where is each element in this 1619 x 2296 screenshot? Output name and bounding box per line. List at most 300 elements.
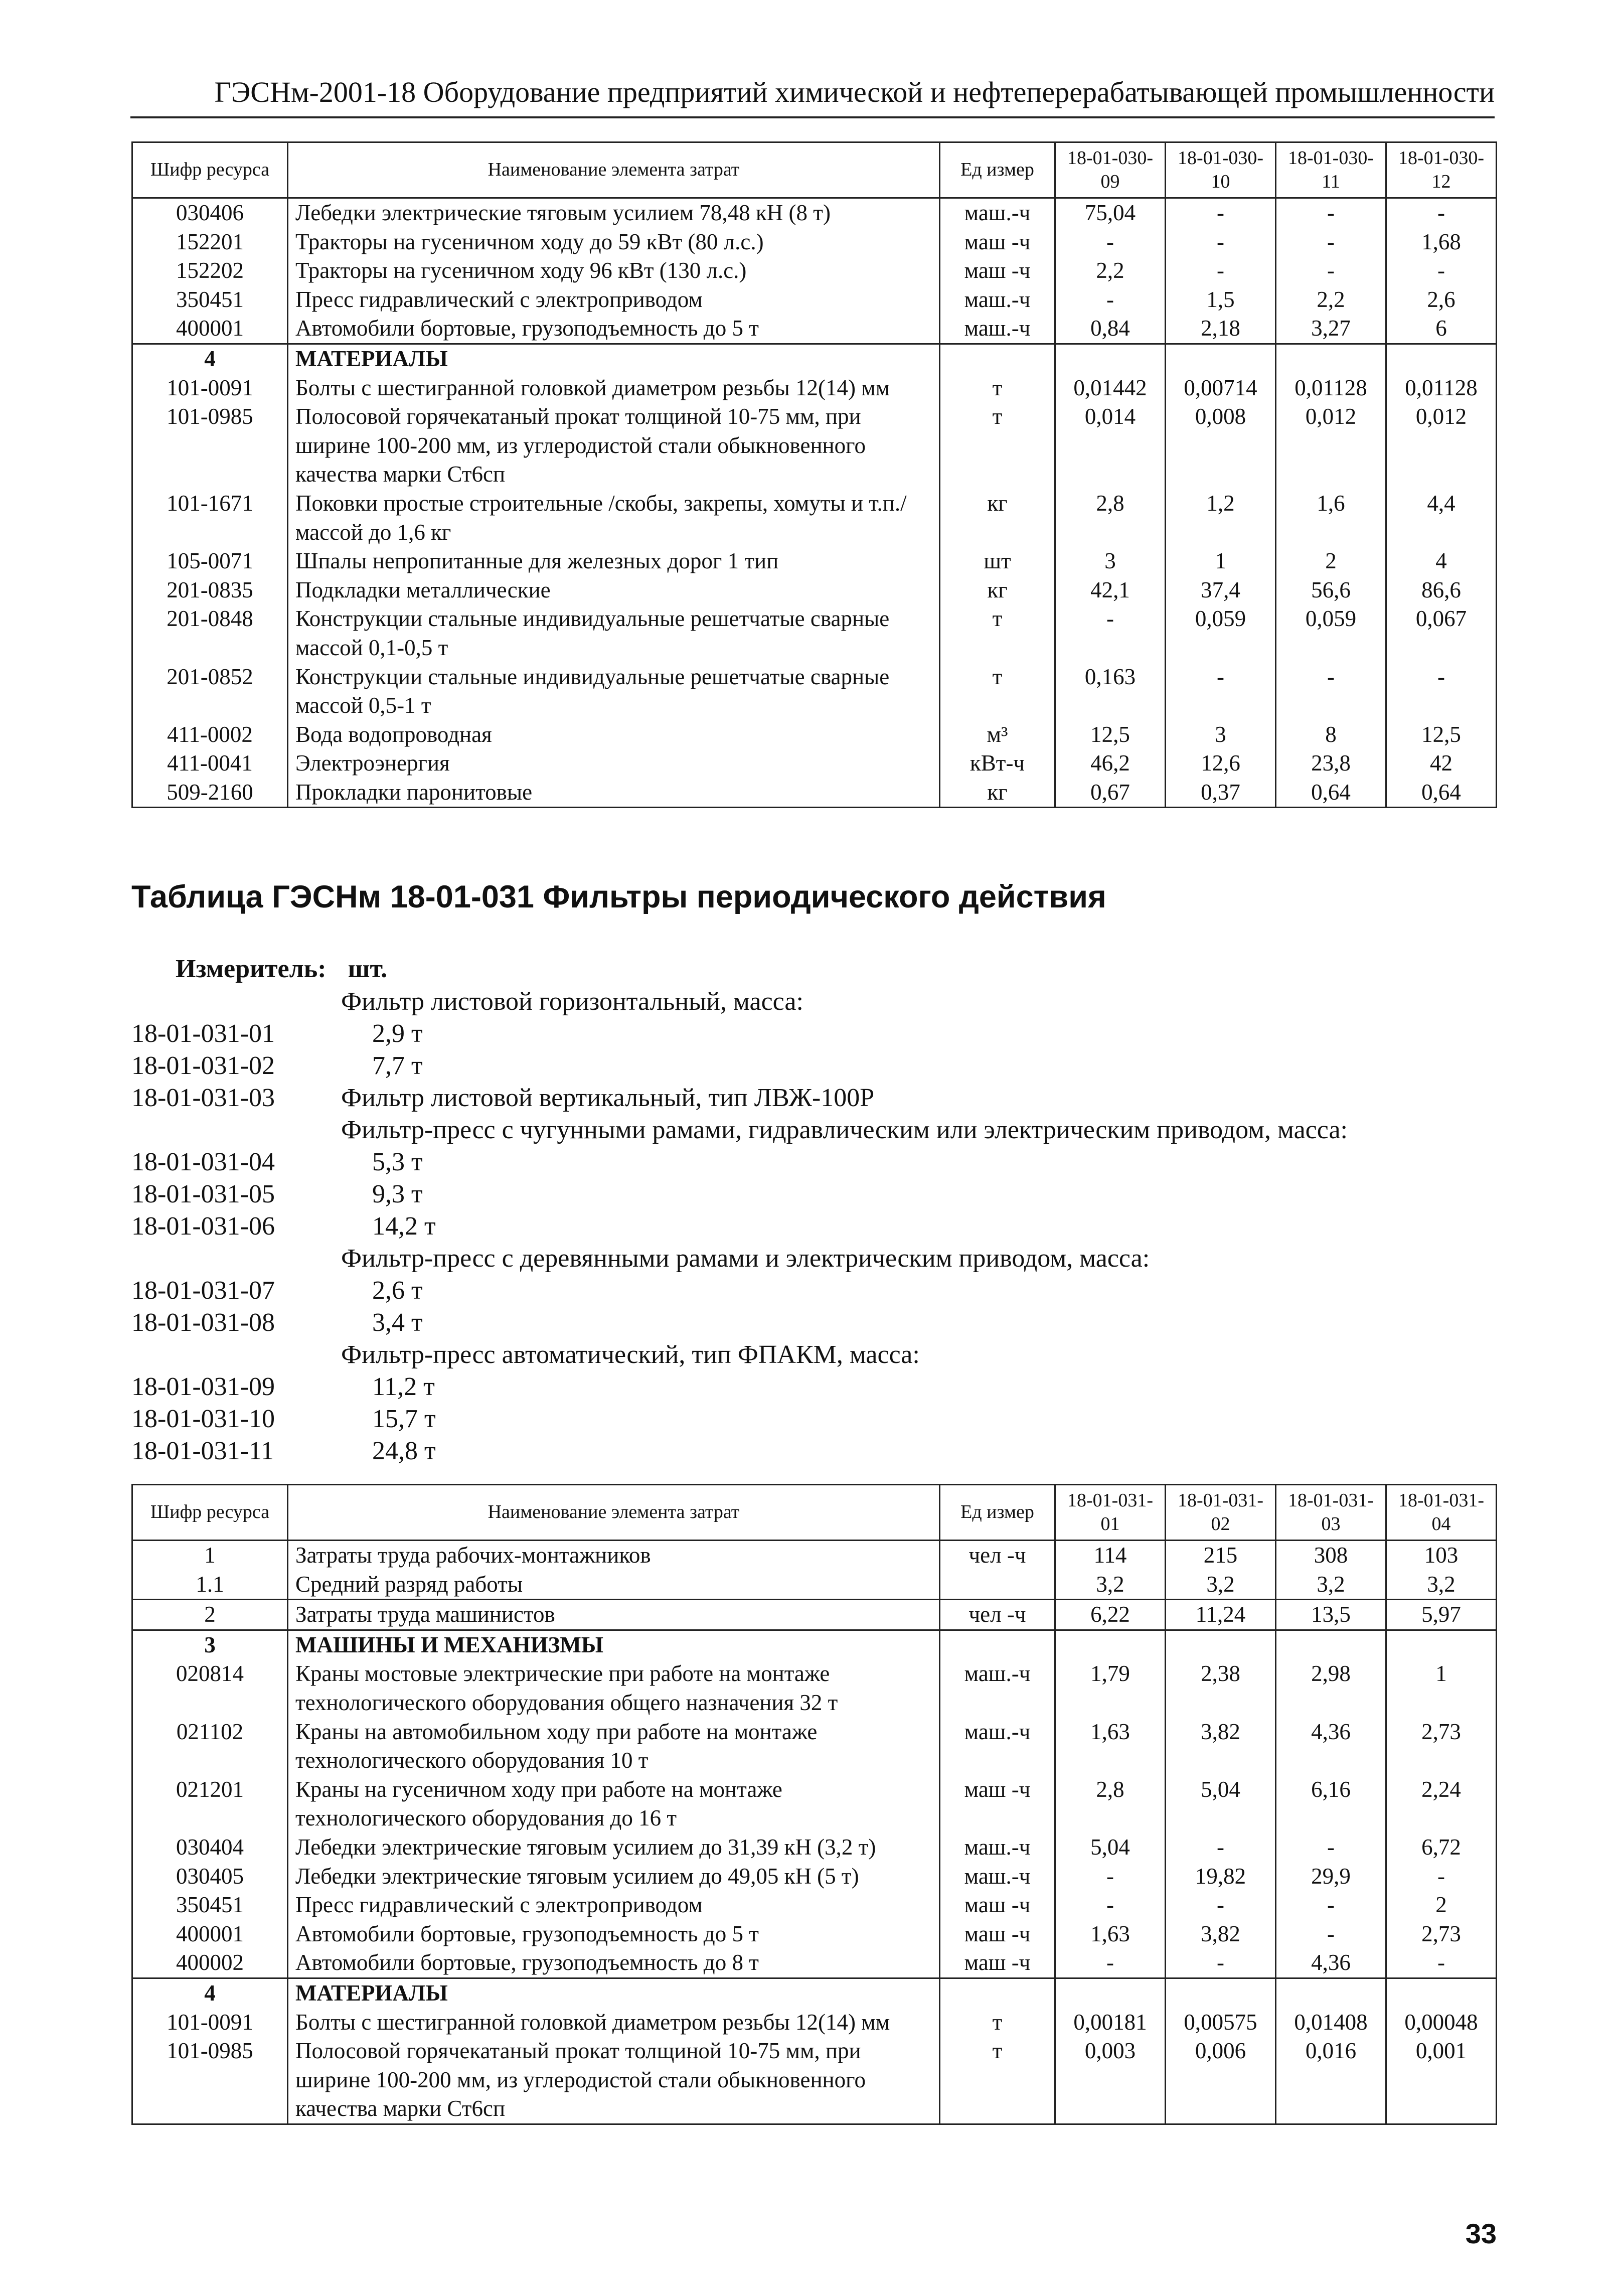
table-row bbox=[132, 198, 1497, 228]
unit-cell: чел -ч bbox=[940, 1541, 1055, 1570]
value-cell: 0,00048 bbox=[1386, 2008, 1497, 2037]
value-cell: 3,2 bbox=[1276, 1570, 1386, 1600]
value-cell: 2,73 bbox=[1386, 1718, 1497, 1775]
unit-cell: кг bbox=[940, 489, 1055, 547]
value-cell bbox=[1386, 1630, 1497, 1659]
spec-code: 18-01-031-01 bbox=[131, 1019, 275, 1048]
value-cell: 11,24 bbox=[1166, 1600, 1276, 1630]
unit-cell: маш -ч bbox=[940, 1948, 1055, 1978]
cost-element-name: Затраты труда машинистов bbox=[288, 1600, 940, 1630]
cost-element-name: Тракторы на гусеничном ходу до 59 кВт (80 л.с.) bbox=[288, 228, 940, 257]
table-row bbox=[132, 720, 1497, 749]
resource-code: 152201 bbox=[132, 228, 288, 257]
table-row bbox=[132, 285, 1497, 315]
value-cell: 0,00575 bbox=[1166, 2008, 1276, 2037]
spec-description: 24,8 т bbox=[372, 1437, 436, 1465]
spec-description: 7,7 т bbox=[372, 1051, 423, 1080]
value-cell: 5,04 bbox=[1166, 1775, 1276, 1833]
value-cell: 0,67 bbox=[1055, 778, 1166, 808]
cost-element-name: Пресс гидравлический с электроприводом bbox=[288, 1891, 940, 1920]
column-header: Шифр ресурса bbox=[132, 142, 288, 198]
table-row bbox=[132, 1862, 1497, 1891]
value-cell: 3,2 bbox=[1386, 1570, 1497, 1600]
resource-code: 030404 bbox=[132, 1833, 288, 1862]
unit-cell: шт bbox=[940, 547, 1055, 576]
value-cell: 12,5 bbox=[1055, 720, 1166, 749]
value-cell bbox=[1055, 1978, 1166, 2008]
value-cell: - bbox=[1055, 228, 1166, 257]
spec-code: 18-01-031-08 bbox=[131, 1308, 275, 1337]
value-cell: - bbox=[1276, 256, 1386, 285]
value-cell: - bbox=[1055, 1891, 1166, 1920]
column-header: Наименование элемента затрат bbox=[288, 1485, 940, 1541]
value-cell: 0,84 bbox=[1055, 314, 1166, 344]
table-row bbox=[132, 402, 1497, 489]
value-cell: 2,38 bbox=[1166, 1659, 1276, 1717]
value-cell: 1 bbox=[1386, 1659, 1497, 1717]
spec-description: 5,3 т bbox=[372, 1148, 423, 1176]
value-cell: 19,82 bbox=[1166, 1862, 1276, 1891]
cost-element-name: МАШИНЫ И МЕХАНИЗМЫ bbox=[288, 1630, 940, 1659]
resource-code: 021102 bbox=[132, 1718, 288, 1775]
spec-row bbox=[131, 1178, 1496, 1210]
value-cell: - bbox=[1276, 1891, 1386, 1920]
column-header: 18-01-031-02 bbox=[1166, 1485, 1276, 1541]
value-cell: 2,24 bbox=[1386, 1775, 1497, 1833]
unit-cell: маш -ч bbox=[940, 1920, 1055, 1949]
value-cell: 6,72 bbox=[1386, 1833, 1497, 1862]
value-cell bbox=[1166, 344, 1276, 373]
value-cell: 37,4 bbox=[1166, 576, 1276, 605]
value-cell: - bbox=[1276, 1920, 1386, 1949]
resource-code: 021201 bbox=[132, 1775, 288, 1833]
value-cell: - bbox=[1166, 198, 1276, 228]
section-row bbox=[132, 344, 1497, 373]
cost-element-name: Автомобили бортовые, грузоподъемность до 5 т bbox=[288, 314, 940, 344]
cost-element-name: Лебедки электрические тяговым усилием до 49,05 кН (5 т) bbox=[288, 1862, 940, 1891]
unit-cell: маш -ч bbox=[940, 256, 1055, 285]
cost-element-name: Конструкции стальные индивидуальные решетчатые сварные массой 0,5-1 т bbox=[288, 663, 940, 720]
column-header: Наименование элемента затрат bbox=[288, 142, 940, 198]
spec-row bbox=[131, 1403, 1496, 1435]
table-row bbox=[132, 1718, 1497, 1775]
value-cell: - bbox=[1276, 198, 1386, 228]
spec-code: 18-01-031-02 bbox=[131, 1051, 275, 1080]
section-row bbox=[132, 1600, 1497, 1630]
value-cell: - bbox=[1386, 1948, 1497, 1978]
table-row bbox=[132, 228, 1497, 257]
value-cell: 0,016 bbox=[1276, 2037, 1386, 2124]
value-cell: 0,059 bbox=[1166, 604, 1276, 662]
resource-code: 509-2160 bbox=[132, 778, 288, 808]
measure-value: шт. bbox=[348, 955, 388, 983]
value-cell: 103 bbox=[1386, 1541, 1497, 1570]
table-row bbox=[132, 547, 1497, 576]
unit-cell: кг bbox=[940, 576, 1055, 605]
value-cell: - bbox=[1166, 1948, 1276, 1978]
value-cell: 215 bbox=[1166, 1541, 1276, 1570]
value-cell: 46,2 bbox=[1055, 749, 1166, 778]
spec-code: 18-01-031-03 bbox=[131, 1084, 275, 1112]
spec-description: Фильтр листовой вертикальный, тип ЛВЖ-100Р bbox=[341, 1084, 875, 1112]
value-cell: 2,8 bbox=[1055, 1775, 1166, 1833]
value-cell: 6,16 bbox=[1276, 1775, 1386, 1833]
spec-description: 2,6 т bbox=[372, 1276, 423, 1305]
value-cell: 114 bbox=[1055, 1541, 1166, 1570]
cost-element-name: МАТЕРИАЛЫ bbox=[288, 1978, 940, 2008]
value-cell: 8 bbox=[1276, 720, 1386, 749]
value-cell: 1,5 bbox=[1166, 285, 1276, 315]
unit-cell: маш -ч bbox=[940, 1775, 1055, 1833]
spec-row bbox=[131, 1050, 1496, 1082]
unit-cell: т bbox=[940, 2037, 1055, 2124]
cost-element-name: Вода водопроводная bbox=[288, 720, 940, 749]
value-cell: 0,014 bbox=[1055, 402, 1166, 489]
unit-cell: маш -ч bbox=[940, 228, 1055, 257]
value-cell: 4,36 bbox=[1276, 1948, 1386, 1978]
value-cell: 0,001 bbox=[1386, 2037, 1497, 2124]
value-cell: 1 bbox=[1166, 547, 1276, 576]
value-cell: - bbox=[1166, 663, 1276, 720]
resource-code: 400001 bbox=[132, 314, 288, 344]
resource-code: 2 bbox=[132, 1600, 288, 1630]
spec-row bbox=[131, 1307, 1496, 1339]
spec-description: 15,7 т bbox=[372, 1405, 436, 1433]
column-header: Ед измер bbox=[940, 1485, 1055, 1541]
spec-row bbox=[131, 1146, 1496, 1178]
column-header: Ед измер bbox=[940, 142, 1055, 198]
column-header: 18-01-031-03 bbox=[1276, 1485, 1386, 1541]
value-cell: 12,5 bbox=[1386, 720, 1497, 749]
column-header: 18-01-031-04 bbox=[1386, 1485, 1497, 1541]
unit-cell: маш.-ч bbox=[940, 1659, 1055, 1717]
cost-element-name: Полосовой горячекатаный прокат толщиной 10-75 мм, при ширине 100-200 мм, из углеродистой стали обыкновенного качества марки Ст6сп bbox=[288, 402, 940, 489]
resource-table-030 bbox=[131, 141, 1497, 808]
spec-row bbox=[131, 1210, 1496, 1243]
value-cell: - bbox=[1055, 604, 1166, 662]
spec-code: 18-01-031-07 bbox=[131, 1276, 275, 1305]
value-cell: 0,006 bbox=[1166, 2037, 1276, 2124]
cost-element-name: Краны на автомобильном ходу при работе на монтаже технологического оборудования 10 т bbox=[288, 1718, 940, 1775]
value-cell: 1,2 bbox=[1166, 489, 1276, 547]
table-row bbox=[132, 489, 1497, 547]
value-cell: - bbox=[1166, 1833, 1276, 1862]
cost-element-name: Конструкции стальные индивидуальные решетчатые сварные массой 0,1-0,5 т bbox=[288, 604, 940, 662]
resource-code: 4 bbox=[132, 344, 288, 373]
measure-line bbox=[176, 954, 387, 984]
table-row bbox=[132, 1891, 1497, 1920]
table-row bbox=[132, 1775, 1497, 1833]
table-row bbox=[132, 314, 1497, 344]
cost-element-name: Тракторы на гусеничном ходу 96 кВт (130 л.с.) bbox=[288, 256, 940, 285]
value-cell: - bbox=[1055, 285, 1166, 315]
table-body bbox=[132, 1541, 1497, 2124]
value-cell: 0,059 bbox=[1276, 604, 1386, 662]
column-header: 18-01-030-11 bbox=[1276, 142, 1386, 198]
column-header: 18-01-030-12 bbox=[1386, 142, 1497, 198]
spec-group-row bbox=[131, 1114, 1496, 1146]
resource-code: 030406 bbox=[132, 198, 288, 228]
value-cell: 13,5 bbox=[1276, 1600, 1386, 1630]
spec-group-row bbox=[131, 1082, 1496, 1114]
page-number: 33 bbox=[1465, 2218, 1497, 2249]
value-cell: 3,82 bbox=[1166, 1718, 1276, 1775]
table-row bbox=[132, 256, 1497, 285]
spec-group-row bbox=[131, 1339, 1496, 1371]
value-cell: 2 bbox=[1276, 547, 1386, 576]
resource-code: 411-0002 bbox=[132, 720, 288, 749]
page-header: ГЭСНм-2001-18 Оборудование предприятий химической и нефтеперерабатывающей промышленности bbox=[214, 76, 1495, 108]
cost-element-name: Болты с шестигранной головкой диаметром резьбы 12(14) мм bbox=[288, 2008, 940, 2037]
cost-element-name: Затраты труда рабочих-монтажников bbox=[288, 1541, 940, 1570]
cost-element-name: Подкладки металлические bbox=[288, 576, 940, 605]
value-cell: 2,2 bbox=[1276, 285, 1386, 315]
resource-code: 101-0091 bbox=[132, 374, 288, 403]
cost-element-name: Автомобили бортовые, грузоподъемность до 8 т bbox=[288, 1948, 940, 1978]
table-title: Таблица ГЭСНм 18-01-031 Фильтры периодического действия bbox=[131, 879, 1106, 914]
section-row bbox=[132, 1630, 1497, 1659]
spec-code: 18-01-031-04 bbox=[131, 1148, 275, 1176]
resource-code: 201-0835 bbox=[132, 576, 288, 605]
unit-cell bbox=[940, 1978, 1055, 2008]
cost-element-name: Полосовой горячекатаный прокат толщиной 10-75 мм, при ширине 100-200 мм, из углеродистой стали обыкновенного качества марки Ст6сп bbox=[288, 2037, 940, 2124]
value-cell: 0,012 bbox=[1276, 402, 1386, 489]
unit-cell: чел -ч bbox=[940, 1600, 1055, 1630]
section-row bbox=[132, 1541, 1497, 1570]
unit-cell: маш.-ч bbox=[940, 314, 1055, 344]
value-cell: 4 bbox=[1386, 547, 1497, 576]
value-cell: - bbox=[1166, 228, 1276, 257]
spec-code: 18-01-031-05 bbox=[131, 1180, 275, 1208]
table-row bbox=[132, 663, 1497, 720]
cost-element-name: МАТЕРИАЛЫ bbox=[288, 344, 940, 373]
cost-element-name: Пресс гидравлический с электроприводом bbox=[288, 285, 940, 315]
spec-description: 9,3 т bbox=[372, 1180, 423, 1208]
resource-code: 1.1 bbox=[132, 1570, 288, 1600]
unit-cell: т bbox=[940, 663, 1055, 720]
resource-code: 350451 bbox=[132, 285, 288, 315]
unit-cell: кВт-ч bbox=[940, 749, 1055, 778]
cost-element-name: Краны мостовые электрические при работе на монтаже технологического оборудования общего назначения 32 т bbox=[288, 1659, 940, 1717]
value-cell: 6 bbox=[1386, 314, 1497, 344]
spec-code: 18-01-031-10 bbox=[131, 1405, 275, 1433]
spec-group-row bbox=[131, 986, 1496, 1018]
value-cell: 4,36 bbox=[1276, 1718, 1386, 1775]
unit-cell: кг bbox=[940, 778, 1055, 808]
value-cell: 2 bbox=[1386, 1891, 1497, 1920]
resource-code: 020814 bbox=[132, 1659, 288, 1717]
value-cell: 0,01442 bbox=[1055, 374, 1166, 403]
value-cell: 0,01408 bbox=[1276, 2008, 1386, 2037]
table-body bbox=[132, 198, 1497, 808]
resource-table-031 bbox=[131, 1484, 1497, 2125]
value-cell: 2,73 bbox=[1386, 1920, 1497, 1949]
value-cell: 1,63 bbox=[1055, 1920, 1166, 1949]
value-cell: 2,6 bbox=[1386, 285, 1497, 315]
table-row bbox=[132, 1948, 1497, 1978]
value-cell: 0,163 bbox=[1055, 663, 1166, 720]
unit-cell: т bbox=[940, 604, 1055, 662]
value-cell: 42,1 bbox=[1055, 576, 1166, 605]
spec-description: Фильтр-пресс с чугунными рамами, гидравлическим или электрическим приводом, масса: bbox=[341, 1116, 1348, 1144]
value-cell: - bbox=[1276, 663, 1386, 720]
value-cell bbox=[1386, 1978, 1497, 2008]
table-header bbox=[132, 142, 1497, 198]
value-cell: 5,97 bbox=[1386, 1600, 1497, 1630]
value-cell: 0,012 bbox=[1386, 402, 1497, 489]
resource-code: 152202 bbox=[132, 256, 288, 285]
resource-code: 201-0852 bbox=[132, 663, 288, 720]
value-cell: 2,98 bbox=[1276, 1659, 1386, 1717]
value-cell: - bbox=[1276, 1833, 1386, 1862]
value-cell: 3,82 bbox=[1166, 1920, 1276, 1949]
value-cell: 0,01128 bbox=[1276, 374, 1386, 403]
resource-code: 201-0848 bbox=[132, 604, 288, 662]
value-cell: 29,9 bbox=[1276, 1862, 1386, 1891]
value-cell: 0,00714 bbox=[1166, 374, 1276, 403]
value-cell bbox=[1386, 344, 1497, 373]
resource-code: 101-0091 bbox=[132, 2008, 288, 2037]
spec-description: Фильтр листовой горизонтальный, масса: bbox=[341, 987, 803, 1016]
value-cell: 86,6 bbox=[1386, 576, 1497, 605]
resource-code: 4 bbox=[132, 1978, 288, 2008]
value-cell: 2,2 bbox=[1055, 256, 1166, 285]
value-cell: 3 bbox=[1166, 720, 1276, 749]
value-cell: 2,18 bbox=[1166, 314, 1276, 344]
spec-list bbox=[131, 986, 1496, 1467]
table-row bbox=[132, 604, 1497, 662]
value-cell: 308 bbox=[1276, 1541, 1386, 1570]
spec-group-row bbox=[131, 1243, 1496, 1275]
spec-description: Фильтр-пресс с деревянными рамами и электрическим приводом, масса: bbox=[341, 1244, 1150, 1273]
value-cell: - bbox=[1055, 1862, 1166, 1891]
section-row bbox=[132, 1978, 1497, 2008]
spec-code: 18-01-031-06 bbox=[131, 1212, 275, 1241]
spec-row bbox=[131, 1371, 1496, 1403]
table-header bbox=[132, 1485, 1497, 1541]
value-cell bbox=[1055, 344, 1166, 373]
value-cell bbox=[1055, 1630, 1166, 1659]
resource-code: 411-0041 bbox=[132, 749, 288, 778]
unit-cell: маш.-ч bbox=[940, 198, 1055, 228]
column-header: 18-01-031-01 bbox=[1055, 1485, 1166, 1541]
unit-cell: маш -ч bbox=[940, 1891, 1055, 1920]
resource-code: 1 bbox=[132, 1541, 288, 1570]
resource-code: 105-0071 bbox=[132, 547, 288, 576]
value-cell: 0,01128 bbox=[1386, 374, 1497, 403]
value-cell: 3,2 bbox=[1166, 1570, 1276, 1600]
table-row bbox=[132, 2037, 1497, 2124]
value-cell: 0,067 bbox=[1386, 604, 1497, 662]
unit-cell: маш.-ч bbox=[940, 1718, 1055, 1775]
table-row bbox=[132, 374, 1497, 403]
spec-description: 14,2 т bbox=[372, 1212, 436, 1241]
resource-code: 030405 bbox=[132, 1862, 288, 1891]
spec-code: 18-01-031-09 bbox=[131, 1372, 275, 1401]
value-cell: 1,68 bbox=[1386, 228, 1497, 257]
value-cell: 1,79 bbox=[1055, 1659, 1166, 1717]
unit-cell: т bbox=[940, 2008, 1055, 2037]
value-cell: 0,008 bbox=[1166, 402, 1276, 489]
value-cell: - bbox=[1276, 228, 1386, 257]
unit-cell bbox=[940, 1570, 1055, 1600]
resource-code: 101-1671 bbox=[132, 489, 288, 547]
value-cell: - bbox=[1386, 198, 1497, 228]
cost-element-name: Краны на гусеничном ходу при работе на монтаже технологического оборудования до 16 т bbox=[288, 1775, 940, 1833]
value-cell bbox=[1276, 344, 1386, 373]
value-cell: 2,8 bbox=[1055, 489, 1166, 547]
spec-row bbox=[131, 1435, 1496, 1467]
value-cell: 75,04 bbox=[1055, 198, 1166, 228]
value-cell: 0,00181 bbox=[1055, 2008, 1166, 2037]
table-row bbox=[132, 778, 1497, 808]
unit-cell bbox=[940, 344, 1055, 373]
value-cell: 4,4 bbox=[1386, 489, 1497, 547]
value-cell: 1,6 bbox=[1276, 489, 1386, 547]
measure-label: Измеритель: bbox=[176, 955, 327, 983]
value-cell: 0,003 bbox=[1055, 2037, 1166, 2124]
cost-element-name: Поковки простые строительные /скобы, закрепы, хомуты и т.п./ массой до 1,6 кг bbox=[288, 489, 940, 547]
value-cell: - bbox=[1386, 1862, 1497, 1891]
unit-cell: маш.-ч bbox=[940, 285, 1055, 315]
resource-code: 101-0985 bbox=[132, 2037, 288, 2124]
resource-code: 3 bbox=[132, 1630, 288, 1659]
value-cell: 56,6 bbox=[1276, 576, 1386, 605]
cost-element-name: Болты с шестигранной головкой диаметром резьбы 12(14) мм bbox=[288, 374, 940, 403]
value-cell bbox=[1166, 1978, 1276, 2008]
cost-element-name: Средний разряд работы bbox=[288, 1570, 940, 1600]
value-cell bbox=[1276, 1630, 1386, 1659]
value-cell: - bbox=[1166, 1891, 1276, 1920]
value-cell: 3,27 bbox=[1276, 314, 1386, 344]
table-row bbox=[132, 1920, 1497, 1949]
cost-element-name: Шпалы непропитанные для железных дорог 1 тип bbox=[288, 547, 940, 576]
unit-cell: т bbox=[940, 374, 1055, 403]
resource-code: 350451 bbox=[132, 1891, 288, 1920]
spec-description: 3,4 т bbox=[372, 1308, 423, 1337]
value-cell bbox=[1276, 1978, 1386, 2008]
spec-row bbox=[131, 1018, 1496, 1050]
column-header: 18-01-030-10 bbox=[1166, 142, 1276, 198]
table-row bbox=[132, 1570, 1497, 1600]
resource-code: 101-0985 bbox=[132, 402, 288, 489]
value-cell: 0,64 bbox=[1276, 778, 1386, 808]
table-row bbox=[132, 2008, 1497, 2037]
table-row bbox=[132, 576, 1497, 605]
column-header: 18-01-030-09 bbox=[1055, 142, 1166, 198]
resource-code: 400002 bbox=[132, 1948, 288, 1978]
value-cell: 1,63 bbox=[1055, 1718, 1166, 1775]
value-cell: 0,64 bbox=[1386, 778, 1497, 808]
unit-cell bbox=[940, 1630, 1055, 1659]
value-cell: - bbox=[1055, 1948, 1166, 1978]
value-cell: 3 bbox=[1055, 547, 1166, 576]
value-cell: 12,6 bbox=[1166, 749, 1276, 778]
cost-element-name: Электроэнергия bbox=[288, 749, 940, 778]
resource-code: 400001 bbox=[132, 1920, 288, 1949]
spec-row bbox=[131, 1275, 1496, 1307]
spec-description: 2,9 т bbox=[372, 1019, 423, 1048]
table-row bbox=[132, 1833, 1497, 1862]
value-cell: 42 bbox=[1386, 749, 1497, 778]
value-cell: 23,8 bbox=[1276, 749, 1386, 778]
unit-cell: т bbox=[940, 402, 1055, 489]
column-header: Шифр ресурса bbox=[132, 1485, 288, 1541]
cost-element-name: Лебедки электрические тяговым усилием до 31,39 кН (3,2 т) bbox=[288, 1833, 940, 1862]
value-cell bbox=[1166, 1630, 1276, 1659]
value-cell: - bbox=[1386, 663, 1497, 720]
cost-element-name: Лебедки электрические тяговым усилием 78,48 кН (8 т) bbox=[288, 198, 940, 228]
